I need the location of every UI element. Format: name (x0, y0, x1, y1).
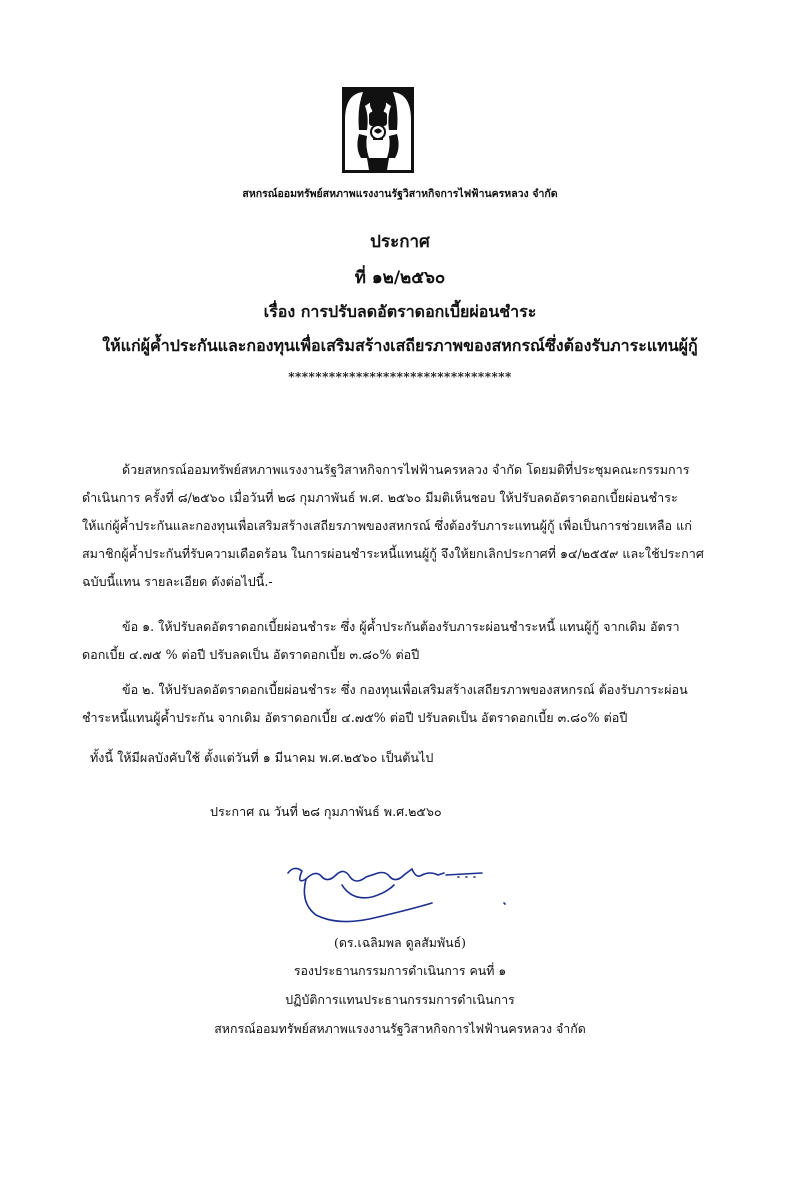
body-line: ดอกเบี้ย ๔.๗๕ % ต่อปี ปรับลดเป็น อัตราดอกเบี้ย ๓.๘๐% ต่อปี (82, 647, 420, 662)
subject-line-1: เรื่อง การปรับลดอัตราดอกเบี้ยผ่อนชำระ (263, 302, 537, 321)
signatory-name: (ดร.เฉลิมพล ดูลสัมพันธ์) (333, 935, 466, 950)
body-line: ทั้งนี้ ให้มีผลบังคับใช้ ตั้งแต่วันที่ ๑ มีนาคม พ.ศ.๒๕๖๐ เป็นต้นไป (90, 750, 434, 765)
clause-2 (82, 676, 716, 732)
clause-1 (82, 613, 716, 669)
cooperative-logo-icon (341, 86, 415, 174)
announcement-number: ที่ ๑๒/๒๕๖๐ (354, 268, 446, 288)
body-line: ฉบับนี้แทน รายละเอียด ดังต่อไปนี้.- (82, 574, 273, 589)
subject-line-2: ให้แก่ผู้ค้ำประกันและกองทุนเพื่อเสริมสร้างเสถียรภาพของสหกรณ์ซึ่งต้องรับภาระแทนผู้กู้ (102, 336, 698, 355)
separator-stars: ********************************* (288, 370, 512, 384)
intro-paragraph (82, 456, 716, 596)
handwritten-signature (282, 855, 512, 935)
announcement-title: ประกาศ (370, 232, 430, 252)
signatory-position-1: รองประธานกรรมการดำเนินการ คนที่ ๑ (293, 963, 507, 978)
effective-date-paragraph (82, 744, 716, 772)
body-line: ให้แก่ผู้ค้ำประกันและกองทุนเพื่อเสริมสร้างเสถียรภาพของสหกรณ์ ซึ่งต้องรับภาระแทนผู้กู้ เพื่อเป็นการช่วยเหลือ แก่ (82, 518, 692, 533)
body-line: ด้วยสหกรณ์ออมทรัพย์สหภาพแรงงานรัฐวิสาหกิจการไฟฟ้านครหลวง จำกัด โดยมติที่ประชุมคณะกรรมการ (122, 462, 690, 477)
signatory-position-2: ปฏิบัติการแทนประธานกรรมการดำเนินการ (285, 992, 515, 1007)
body-line: ข้อ ๒. ให้ปรับลดอัตราดอกเบี้ยผ่อนชำระ ซึ่ง กองทุนเพื่อเสริมสร้างเสถียรภาพของสหกรณ์ ต้องรับภาระผ่อน (122, 682, 688, 697)
body-line: ดำเนินการ ครั้งที่ ๘/๒๕๖๐ เมื่อวันที่ ๒๘ กุมภาพันธ์ พ.ศ. ๒๕๖๐ มีมติเห็นชอบ ให้ปรับลดอัตราดอกเบี้ยผ่อนชำระ (82, 490, 678, 505)
body-line: ชำระหนี้แทนผู้ค้ำประกัน จากเดิม อัตราดอกเบี้ย ๔.๗๕% ต่อปี ปรับลดเป็น อัตราดอกเบี้ย ๓.๘๐% ต่อปี (82, 710, 628, 725)
organization-header: สหกรณ์ออมทรัพย์สหภาพแรงงานรัฐวิสาหกิจการไฟฟ้านครหลวง จำกัด (242, 188, 558, 200)
body-line: ข้อ ๑. ให้ปรับลดอัตราดอกเบี้ยผ่อนชำระ ซึ่ง ผู้ค้ำประกันต้องรับภาระผ่อนชำระหนี้ แทนผู้กู้ จากเดิม อัตรา (122, 619, 680, 634)
body-line: สมาชิกผู้ค้ำประกันที่รับความเดือดร้อน ในการผ่อนชำระหนี้แทนผู้กู้ จึงให้ยกเลิกประกาศที่ ๑๔/๒๕๕๙ และใช้ประกาศ (82, 546, 704, 561)
issued-date: ประกาศ ณ วันที่ ๒๘ กุมภาพันธ์ พ.ศ.๒๕๖๐ (210, 804, 442, 819)
signatory-organization: สหกรณ์ออมทรัพย์สหภาพแรงงานรัฐวิสาหกิจการไฟฟ้านครหลวง จำกัด (214, 1021, 586, 1036)
